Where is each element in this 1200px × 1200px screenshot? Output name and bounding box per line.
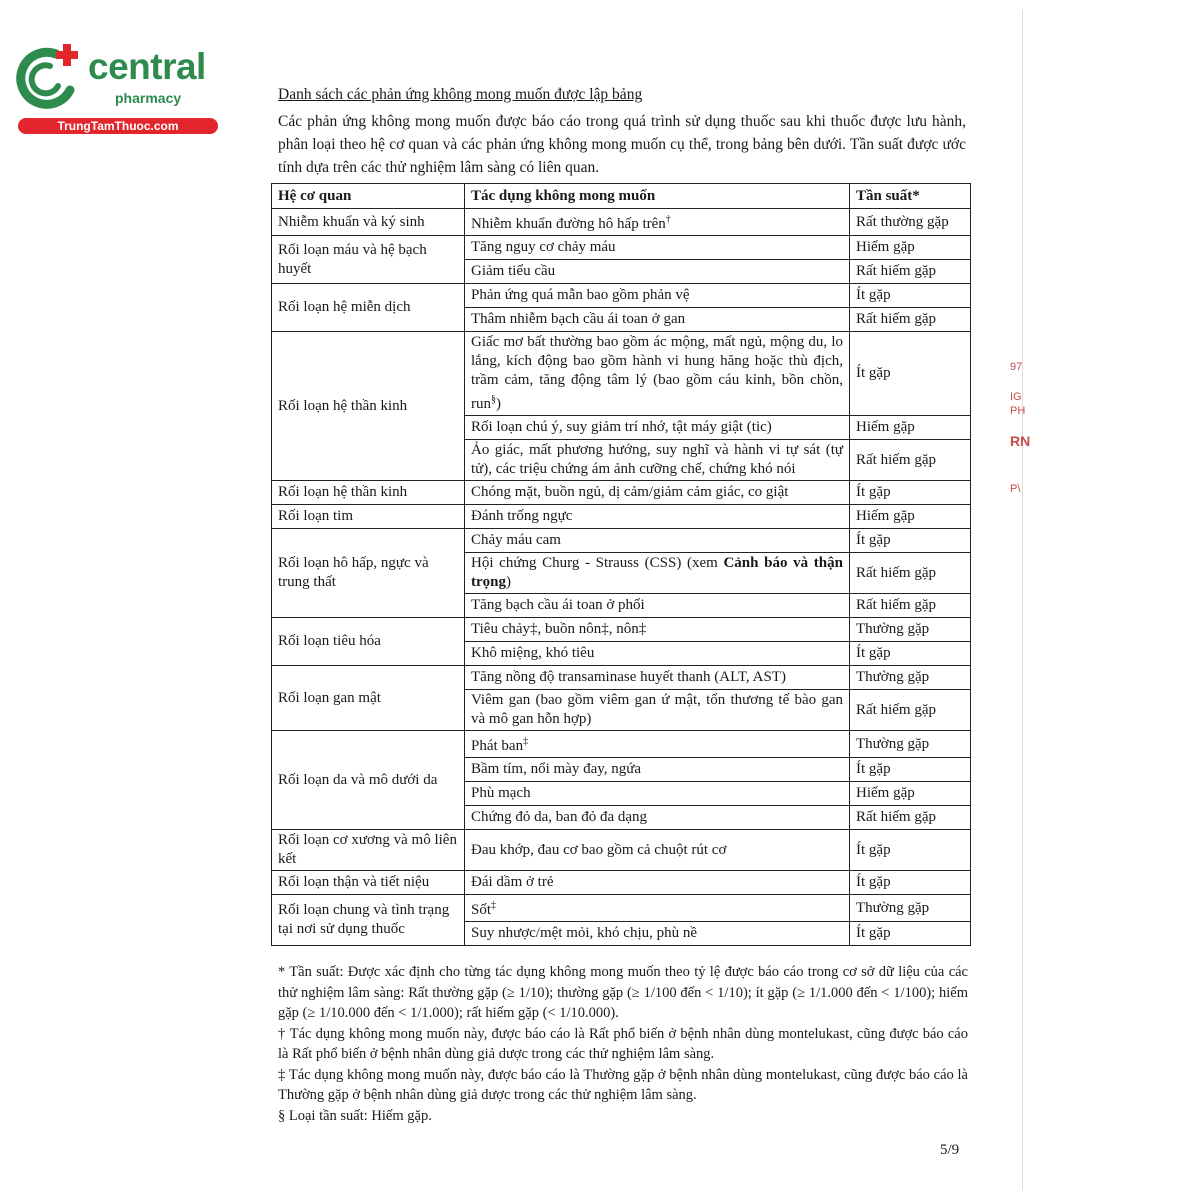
intro-paragraph: Các phản ứng không mong muốn được báo cáo trong quá trình sử dụng thuốc sau khi thuốc được lưu hành, phân loại theo hệ cơ quan và các phản ứng không mong muốn cụ thể, trong bảng bên dưới. Tần suất được ước tính dựa trên các thử nghiệm lâm sàng có liên quan. xyxy=(278,113,966,176)
organ-cell: Rối loạn cơ xương và mô liên kết xyxy=(272,830,465,871)
effect-text: Thâm nhiễm bạch cầu ái toan ở gan xyxy=(471,311,686,327)
effect-cell xyxy=(465,690,850,731)
organ-cell: Rối loạn gan mật xyxy=(272,666,465,731)
table-row xyxy=(272,236,971,260)
effect-cell xyxy=(465,806,850,830)
effect-cell xyxy=(465,782,850,806)
table-row xyxy=(272,481,971,505)
frequency-cell: Ít gặp xyxy=(850,642,971,666)
frequency-cell: Ít gặp xyxy=(850,922,971,946)
effect-text: Nhiễm khuẩn đường hô hấp trên xyxy=(471,216,666,232)
effect-text: Chứng đỏ da, ban đỏ đa dạng xyxy=(471,809,648,825)
section-heading: Danh sách các phản ứng không mong muốn được lập bảng xyxy=(278,86,643,103)
effect-text: Chảy máu cam xyxy=(471,532,561,548)
frequency-cell: Ít gặp xyxy=(850,758,971,782)
effect-text: Chóng mặt, buồn ngủ, dị cảm/giảm cảm giác, co giật xyxy=(471,484,789,500)
organ-cell: Nhiễm khuẩn và ký sinh xyxy=(272,209,465,236)
effect-cell xyxy=(465,666,850,690)
organ-cell: Rối loạn tiêu hóa xyxy=(272,618,465,666)
effect-cell xyxy=(465,332,850,416)
effect-text: Hội chứng Churg - Strauss (CSS) (xem xyxy=(471,555,724,571)
frequency-cell: Ít gặp xyxy=(850,830,971,871)
effect-text-end: ) xyxy=(506,574,511,590)
organ-cell: Rối loạn chung và tình trạng tại nơi sử dụng thuốc xyxy=(272,895,465,946)
table-row xyxy=(272,871,971,895)
frequency-cell: Rất hiếm gặp xyxy=(850,806,971,830)
effect-text: Bầm tím, nổi mày đay, ngứa xyxy=(471,761,642,777)
header-effect: Tác dụng không mong muốn xyxy=(465,184,850,209)
effect-text-end: ) xyxy=(496,396,501,412)
header-organ: Hệ cơ quan xyxy=(272,184,465,209)
effect-cell xyxy=(465,618,850,642)
effect-text: Viêm gan (bao gồm viêm gan ứ mật, tổn thương tế bào gan và mô gan hỗn hợp) xyxy=(471,692,843,727)
header-frequency: Tần suất* xyxy=(850,184,971,209)
side-mark: RN xyxy=(1010,433,1031,449)
frequency-cell: Rất hiếm gặp xyxy=(850,594,971,618)
effect-cell xyxy=(465,481,850,505)
footnote-mark: ‡ xyxy=(491,900,497,911)
frequency-cell: Hiếm gặp xyxy=(850,782,971,806)
frequency-cell: Ít gặp xyxy=(850,284,971,308)
effect-cell xyxy=(465,209,850,236)
logo-brand-text: central xyxy=(88,46,206,87)
footnote-mark: † xyxy=(665,214,671,225)
side-mark: IG xyxy=(1010,391,1022,403)
organ-cell: Rối loạn hô hấp, ngực và trung thất xyxy=(272,529,465,618)
effect-cell xyxy=(465,871,850,895)
frequency-cell: Rất hiếm gặp xyxy=(850,308,971,332)
effect-cell xyxy=(465,642,850,666)
frequency-cell: Ít gặp xyxy=(850,871,971,895)
effect-cell xyxy=(465,922,850,946)
table-row xyxy=(272,332,971,416)
frequency-cell: Rất hiếm gặp xyxy=(850,690,971,731)
footnote-mark: § xyxy=(491,394,496,405)
effect-text: Phù mạch xyxy=(471,785,531,801)
table-row xyxy=(272,666,971,690)
effect-text: Suy nhược/mệt mỏi, khó chịu, phù nề xyxy=(471,925,698,941)
table-header-row xyxy=(272,184,971,209)
table-row xyxy=(272,209,971,236)
frequency-cell: Hiếm gặp xyxy=(850,236,971,260)
frequency-cell: Ít gặp xyxy=(850,529,971,553)
frequency-cell: Thường gặp xyxy=(850,731,971,758)
effect-text: Đau khớp, đau cơ bao gồm cả chuột rút cơ xyxy=(471,841,727,858)
effect-cell xyxy=(465,236,850,260)
footnotes xyxy=(278,962,968,1126)
effect-text: Tăng nguy cơ chảy máu xyxy=(471,239,616,255)
effect-cell xyxy=(465,416,850,440)
frequency-cell: Thường gặp xyxy=(850,666,971,690)
table-row xyxy=(272,505,971,529)
effect-text: Rối loạn chú ý, suy giảm trí nhớ, tật máy giật (tic) xyxy=(471,419,772,435)
frequency-cell: Hiếm gặp xyxy=(850,416,971,440)
table-row xyxy=(272,284,971,308)
effect-cell xyxy=(465,731,850,758)
effect-cell xyxy=(465,505,850,529)
footnote: ‡ Tác dụng không mong muốn này, được báo cáo là Thường gặp ở bệnh nhân dùng montelukast, cũng được báo cáo là Thường gặp ở bệnh nhân dùng giả dược trong các thử nghiệm lâm sàng. xyxy=(278,1066,968,1103)
effect-cell xyxy=(465,440,850,481)
frequency-cell: Ít gặp xyxy=(850,332,971,416)
effect-text: Khô miệng, khó tiêu xyxy=(471,645,595,661)
organ-cell: Rối loạn hệ thần kinh xyxy=(272,481,465,505)
effect-cell xyxy=(465,895,850,922)
frequency-cell: Rất thường gặp xyxy=(850,209,971,236)
table-row xyxy=(272,895,971,922)
effect-text: Tiêu chảy‡, buồn nôn‡, nôn‡ xyxy=(471,621,647,637)
effect-cell xyxy=(465,308,850,332)
effect-cell xyxy=(465,260,850,284)
brand-logo xyxy=(10,36,215,136)
effect-text: Đánh trống ngực xyxy=(471,508,573,524)
table-row xyxy=(272,529,971,553)
logo-url-text: TrungTamThuoc.com xyxy=(18,118,218,134)
frequency-cell: Thường gặp xyxy=(850,618,971,642)
effect-cell xyxy=(465,830,850,871)
organ-cell: Rối loạn máu và hệ bạch huyết xyxy=(272,236,465,284)
page-number: 5/9 xyxy=(940,1142,960,1158)
effect-text: Phát ban xyxy=(471,738,524,754)
side-mark: P\ xyxy=(1010,483,1021,495)
page-edge xyxy=(1022,10,1023,1190)
organ-cell: Rối loạn da và mô dưới da xyxy=(272,731,465,830)
frequency-cell: Ít gặp xyxy=(850,481,971,505)
effect-cell xyxy=(465,594,850,618)
effect-text: Ảo giác, mất phương hướng, suy nghĩ và hành vi tự sát (tự tử), các triệu chứng ám ảnh cưỡng chế, chứng khó nói xyxy=(471,442,843,477)
effect-text: Tăng bạch cầu ái toan ở phổi xyxy=(471,597,645,613)
effect-cell xyxy=(465,284,850,308)
effect-cell xyxy=(465,758,850,782)
footnote: † Tác dụng không mong muốn này, được báo cáo là Rất phổ biến ở bệnh nhân dùng montelukast, cũng được báo cáo là Rất phổ biến ở bệnh nhân dùng giả dược trong các thử nghiệm lâm sàng. xyxy=(278,1025,968,1062)
effect-cell xyxy=(465,529,850,553)
logo-sub-text: pharmacy xyxy=(115,90,182,106)
footnote: * Tần suất: Được xác định cho từng tác dụng không mong muốn theo tỷ lệ được báo cáo trong cơ sở dữ liệu của các thử nghiệm lâm sàng: Rất thường gặp (≥ 1/10); thường gặp (≥ 1/100 đến < 1/10); ít gặp (≥ 1/1.000 đến < 1/100); hiếm gặp (≥ 1/10.000 đến < 1/1.000); rất hiếm gặp (< 1/10.000). xyxy=(278,964,968,1021)
side-marks xyxy=(1010,360,1031,512)
organ-cell: Rối loạn hệ miễn dịch xyxy=(272,284,465,332)
table-body xyxy=(272,209,971,946)
side-mark: PH xyxy=(1010,405,1026,417)
effect-text: Giảm tiểu cầu xyxy=(471,263,556,279)
frequency-cell: Rất hiếm gặp xyxy=(850,553,971,594)
frequency-cell: Rất hiếm gặp xyxy=(850,440,971,481)
effect-text: Sốt xyxy=(471,902,492,918)
organ-cell: Rối loạn tim xyxy=(272,505,465,529)
central-logo-icon xyxy=(10,40,84,114)
side-mark: 97 xyxy=(1010,361,1023,373)
footnote-mark: ‡ xyxy=(523,736,529,747)
frequency-cell: Hiếm gặp xyxy=(850,505,971,529)
frequency-cell: Rất hiếm gặp xyxy=(850,260,971,284)
adverse-effects-table xyxy=(271,183,971,946)
organ-cell: Rối loạn hệ thần kinh xyxy=(272,332,465,481)
effect-text: Phản ứng quá mẫn bao gồm phản vệ xyxy=(471,287,690,303)
effect-text: Tăng nồng độ transaminase huyết thanh (ALT, AST) xyxy=(471,669,786,685)
effect-text: Đái dầm ở trẻ xyxy=(471,874,554,890)
footnote: § Loại tần suất: Hiếm gặp. xyxy=(278,1107,432,1124)
effect-text: Giấc mơ bất thường bao gồm ác mộng, mất ngủ, mộng du, lo lắng, kích động bao gồm hành vi hung hăng hoặc thù địch, trầm cảm, tăng động tâm lý (bao gồm cáu kỉnh, bồn chồn, run xyxy=(471,334,843,412)
table-row xyxy=(272,618,971,642)
effect-cell xyxy=(465,553,850,594)
effect-bold-ref: Cảnh báo và thận trọng xyxy=(471,555,843,590)
table-row xyxy=(272,731,971,758)
table-row xyxy=(272,830,971,871)
frequency-cell: Thường gặp xyxy=(850,895,971,922)
organ-cell: Rối loạn thận và tiết niệu xyxy=(272,871,465,895)
